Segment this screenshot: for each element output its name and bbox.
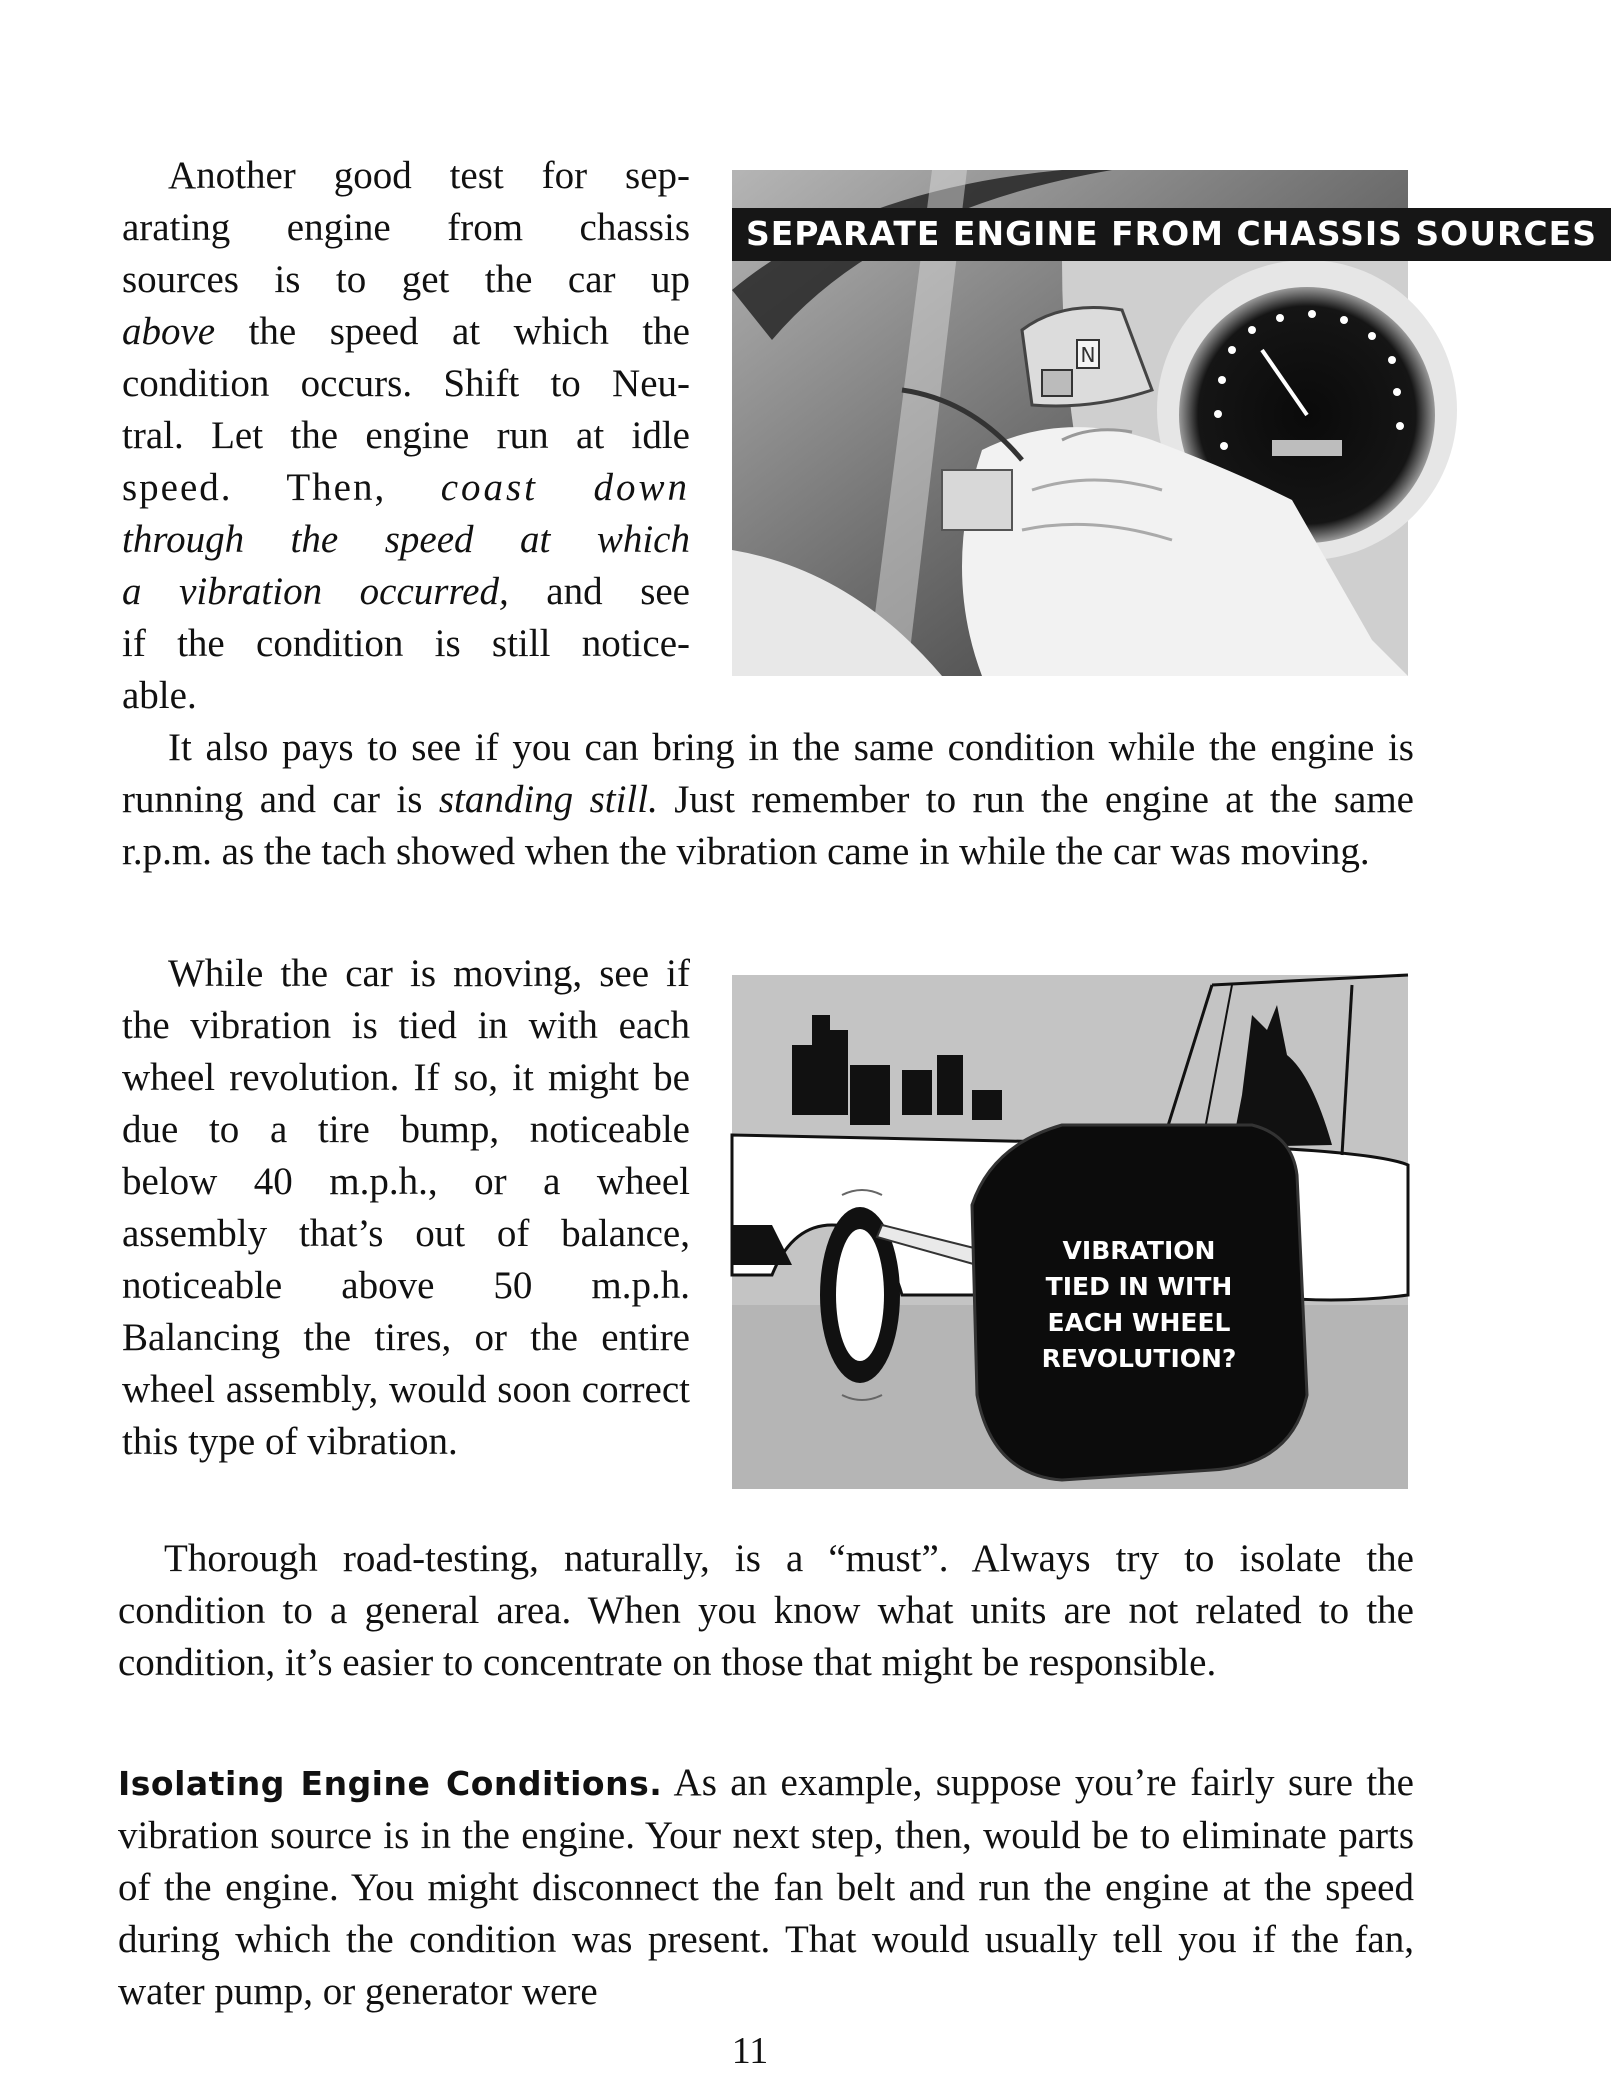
paragraph-isolating-engine <box>118 1757 1414 2018</box>
figure-caption: SEPARATE ENGINE FROM CHASSIS SOURCES <box>732 208 1611 261</box>
text-line <box>122 514 690 566</box>
paragraph-standing-still <box>122 722 1414 878</box>
paragraph-wheel-revolution: While the car is moving, see if the vibration is tied in with each wheel revolution. If so, it might be due to a tire bump, noticeable below 40 m.p.h., or a wheel assembly that’s out of balance, noticeable above 50 m.p.h. Balancing the tires, or the entire wheel assembly, would soon correct this type of vibration. <box>122 952 690 1463</box>
text-span: It also pays to see if you can bring in the same condition while the engine is running and car is <box>122 726 1414 821</box>
text-span: and see <box>508 570 690 613</box>
paragraph-road-testing: Thorough road-testing, naturally, is a “must”. Always try to isolate the condition to a general area. When you know what units are not related to the condition, it’s easier to concentrate on those that might be responsible. <box>118 1537 1414 1684</box>
gear-n-label: N <box>1080 343 1096 367</box>
text-line: sources is to get the car up <box>122 258 690 301</box>
text-line: Another good test for sep- <box>168 154 690 197</box>
bubble-line: REVOLUTION? <box>1041 1344 1237 1373</box>
emphasis-text: standing still. <box>438 778 658 821</box>
car-wheel-illustration <box>732 975 1408 1489</box>
bubble-line: VIBRATION <box>1062 1236 1216 1265</box>
dashboard-shift-photo <box>732 170 1597 676</box>
text-line: able. <box>122 674 197 717</box>
text-line <box>122 462 690 514</box>
text-span: speed. Then, <box>122 466 441 509</box>
text-line <box>122 566 690 618</box>
emphasis-text: through the speed at which <box>122 518 690 561</box>
text-span: the speed at which the <box>215 310 690 353</box>
text-span: As an example, suppose you’re fairly sure the vibration source is in the engine. Your next step, then, would be to eliminate parts of the engine. You might disconnect the fan belt and run the engine at the speed during which the condition was present. That would usually tell you if the fan, water pump, or generator were <box>118 1761 1414 2013</box>
text-line: arating engine from chassis <box>122 206 690 249</box>
section-heading: Isolating Engine Conditions. <box>118 1764 663 1803</box>
emphasis-text: above <box>122 310 216 353</box>
page-number: 11 <box>731 2030 769 2072</box>
emphasis-text: coast down <box>440 466 690 509</box>
bubble-line: TIED IN WITH <box>1045 1272 1233 1301</box>
car-illustration <box>732 975 1408 1489</box>
vibration-question-bubble <box>994 1233 1284 1377</box>
text-line <box>122 306 690 358</box>
text-line: tral. Let the engine run at idle <box>122 414 690 457</box>
paragraph-coast-down-test <box>122 150 690 722</box>
bubble-line: EACH WHEEL <box>1047 1308 1231 1337</box>
text-line: condition occurs. Shift to Neu- <box>122 362 690 405</box>
text-span: Just remember to run the engine at the same r.p.m. as the tach showed when the vibration came in while the car was moving. <box>122 778 1414 873</box>
emphasis-text: a vibration occurred, <box>122 570 509 613</box>
text-line: if the condition is still notice- <box>122 622 690 665</box>
